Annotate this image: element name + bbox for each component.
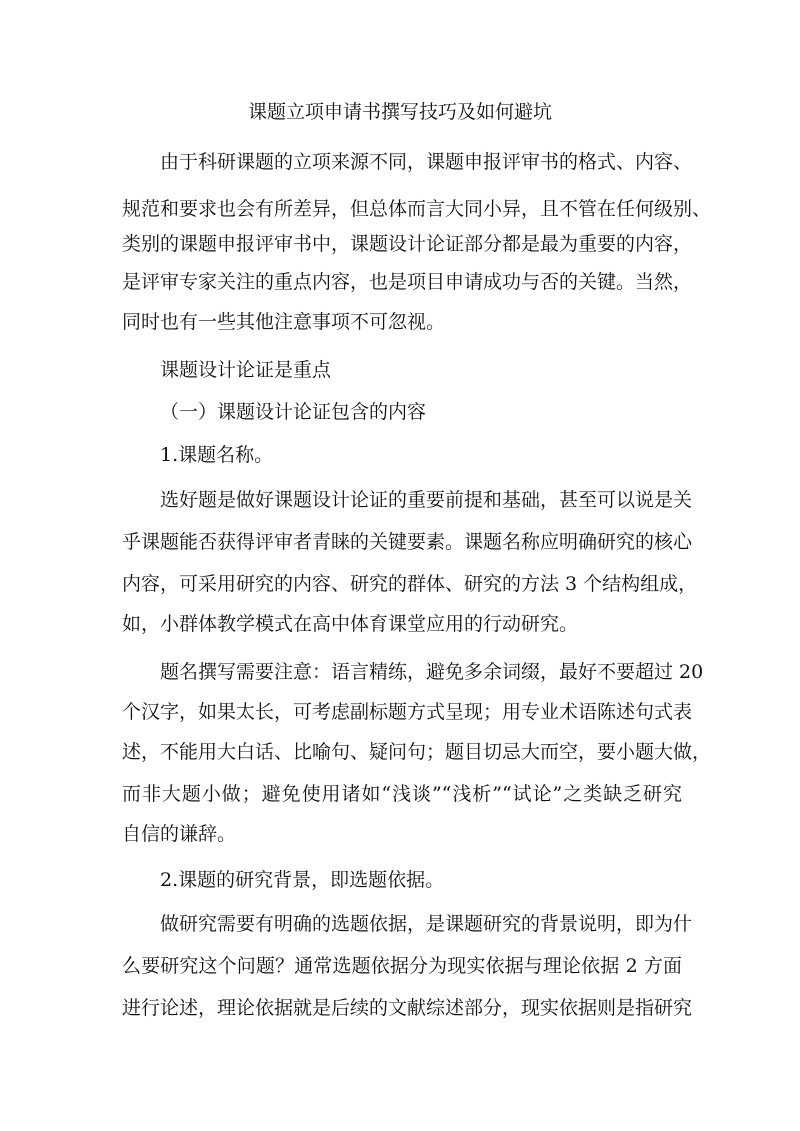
paragraph-line: 类别的课题申报评审书中，课题设计论证部分都是最为重要的内容，	[122, 233, 693, 255]
paragraph-line: 题名撰写需要注意：语言精练，避免多余词缀，最好不要超过 20	[160, 661, 704, 683]
paragraph-line: 做研究需要有明确的选题依据，是课题研究的背景说明，即为什	[160, 913, 693, 935]
document-title: 课题立项申请书撰写技巧及如何避坑	[247, 101, 552, 123]
paragraph-line: 进行论述，理论依据就是后续的文献综述部分，现实依据则是指研究	[122, 997, 693, 1019]
paragraph-line: 由于科研课题的立项来源不同，课题申报评审书的格式、内容、	[160, 151, 693, 173]
paragraph-line: 同时也有一些其他注意事项不可忽视。	[122, 311, 446, 333]
paragraph-line: 自信的谦辞。	[122, 823, 237, 845]
paragraph-line: 述，不能用大白话、比喻句、疑问句；题目切忌大而空，要小题大做，	[122, 741, 712, 763]
section-heading: 2.课题的研究背景，即选题依据。	[160, 869, 445, 891]
paragraph-line: 乎课题能否获得评审者青睐的关键要素。课题名称应明确研究的核心	[122, 531, 693, 553]
section-heading: 1.课题名称。	[160, 444, 274, 466]
paragraph-line: 么要研究这个问题？通常选题依据分为现实依据与理论依据 2 方面	[122, 955, 682, 977]
section-heading: 课题设计论证是重点	[160, 359, 332, 381]
paragraph-line: 如，小群体教学模式在高中体育课堂应用的行动研究。	[122, 613, 579, 635]
paragraph-line: 是评审专家关注的重点内容，也是项目申请成功与否的关键。当然，	[122, 271, 693, 293]
section-heading: （一）课题设计论证包含的内容	[160, 401, 427, 423]
paragraph-line: 内容，可采用研究的内容、研究的群体、研究的方法 3 个结构组成，	[122, 573, 698, 595]
paragraph-line: 而非大题小做；避免使用诸如“浅谈”“浅析”“试论”之类缺乏研究	[122, 783, 682, 805]
paragraph-line: 规范和要求也会有所差异，但总体而言大同小异，且不管在任何级别、	[122, 198, 712, 220]
paragraph-line: 选好题是做好课题设计论证的重要前提和基础，甚至可以说是关	[160, 489, 693, 511]
paragraph-line: 个汉字，如果太长，可考虑副标题方式呈现；用专业术语陈述句式表	[122, 701, 693, 723]
